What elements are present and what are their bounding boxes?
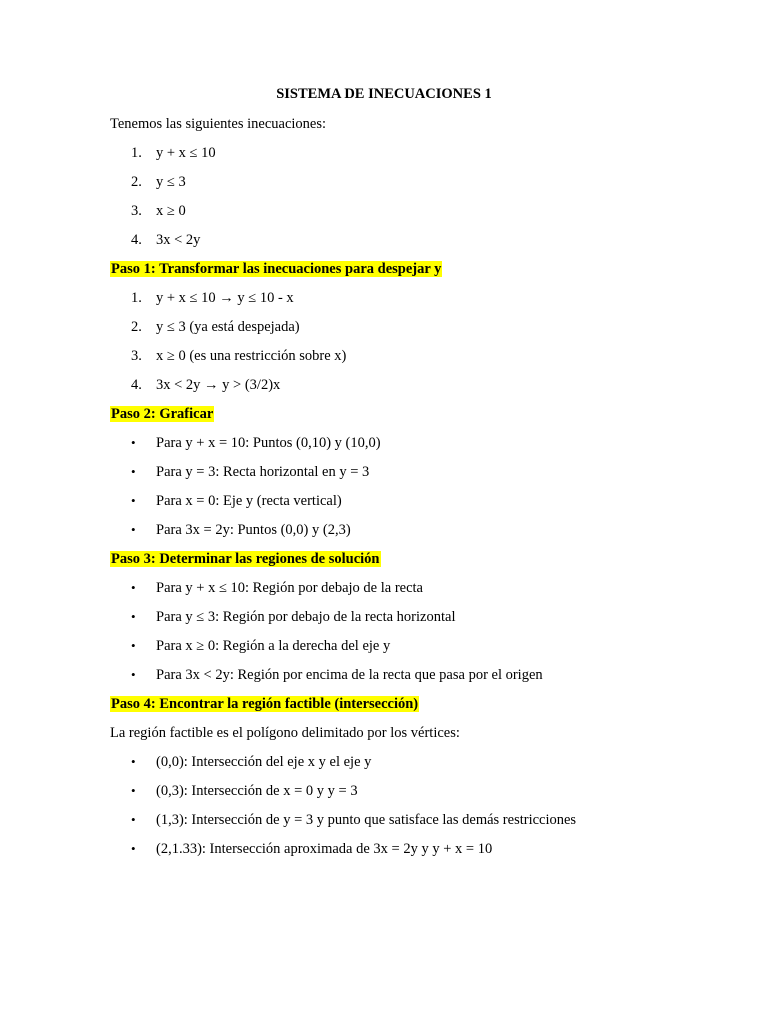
- ineq-number: 2.: [131, 174, 142, 190]
- step4-item: (0,0): Intersección del eje x y el eje y: [156, 754, 372, 770]
- ineq-number: 4.: [131, 232, 142, 248]
- ineq-number: 3.: [131, 203, 142, 219]
- bullet-icon: •: [131, 754, 136, 769]
- step2-heading-text: Paso 2: Graficar: [111, 406, 214, 422]
- bullet-icon: •: [131, 493, 136, 508]
- bullet-icon: •: [131, 667, 136, 682]
- step1-number: 2.: [131, 319, 142, 335]
- step3-item: Para 3x < 2y: Región por encima de la recta que pasa por el origen: [156, 667, 543, 683]
- step1-number: 3.: [131, 348, 142, 364]
- ineq-item: x ≥ 0: [156, 203, 186, 219]
- step1-number: 4.: [131, 377, 142, 393]
- step1-item: 3x < 2y → y > (3/2)x: [156, 377, 281, 393]
- step4-intro: La región factible es el polígono delimitado por los vértices:: [110, 725, 460, 741]
- ineq-number: 1.: [131, 145, 142, 161]
- bullet-icon: •: [131, 812, 136, 827]
- step1-number: 1.: [131, 290, 142, 306]
- step4-item: (0,3): Intersección de x = 0 y y = 3: [156, 783, 358, 799]
- step1-item: x ≥ 0 (es una restricción sobre x): [156, 348, 347, 364]
- step4-heading: [110, 695, 419, 713]
- bullet-icon: •: [131, 638, 136, 653]
- bullet-icon: •: [131, 435, 136, 450]
- bullet-icon: •: [131, 464, 136, 479]
- step1-item: y ≤ 3 (ya está despejada): [156, 319, 300, 335]
- bullet-icon: •: [131, 522, 136, 537]
- step3-item: Para y + x ≤ 10: Región por debajo de la recta: [156, 580, 423, 596]
- step3-item: Para y ≤ 3: Región por debajo de la recta horizontal: [156, 609, 456, 625]
- step3-item: Para x ≥ 0: Región a la derecha del eje y: [156, 638, 391, 654]
- ineq-item: y + x ≤ 10: [156, 145, 216, 161]
- step3-heading-text: Paso 3: Determinar las regiones de solución: [111, 551, 380, 567]
- step2-item: Para y = 3: Recta horizontal en y = 3: [156, 464, 370, 480]
- step4-item: (2,1.33): Intersección aproximada de 3x = 2y y y + x = 10: [156, 841, 493, 857]
- step2-item: Para x = 0: Eje y (recta vertical): [156, 493, 342, 509]
- bullet-icon: •: [131, 609, 136, 624]
- step2-heading: [110, 405, 214, 423]
- step4-item: (1,3): Intersección de y = 3 y punto que satisface las demás restricciones: [156, 812, 577, 828]
- bullet-icon: •: [131, 783, 136, 798]
- document-title: SISTEMA DE INECUACIONES 1: [276, 86, 492, 102]
- bullet-icon: •: [131, 580, 136, 595]
- step1-heading-text: Paso 1: Transformar las inecuaciones para despejar y: [111, 261, 442, 277]
- step2-item: Para 3x = 2y: Puntos (0,0) y (2,3): [156, 522, 351, 538]
- ineq-item: 3x < 2y: [156, 232, 201, 248]
- step1-item: y + x ≤ 10 → y ≤ 10 - x: [156, 290, 294, 306]
- step3-heading: [110, 550, 381, 568]
- bullet-icon: •: [131, 841, 136, 856]
- ineq-item: y ≤ 3: [156, 174, 186, 190]
- intro-text: Tenemos las siguientes inecuaciones:: [110, 116, 327, 132]
- step1-heading: [110, 260, 442, 278]
- step4-heading-text: Paso 4: Encontrar la región factible (intersección): [111, 696, 419, 712]
- step2-item: Para y + x = 10: Puntos (0,10) y (10,0): [156, 435, 381, 451]
